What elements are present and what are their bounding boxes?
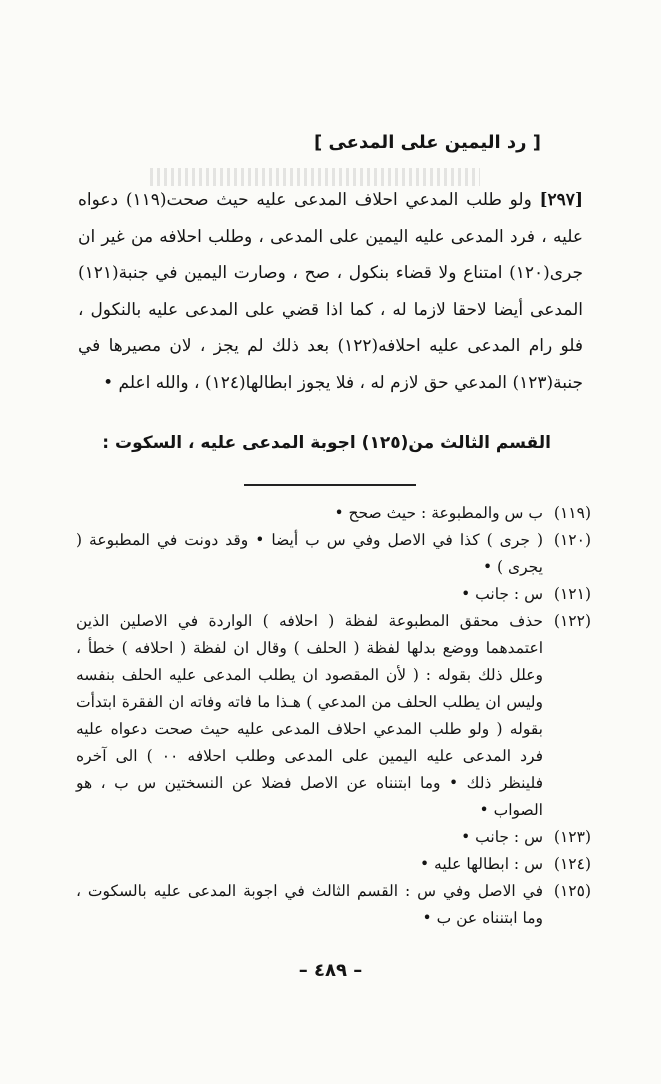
footnote (76, 878, 591, 932)
paragraph-number: [٢٩٧] (539, 190, 583, 210)
footnote-number: (١٢٥) (553, 882, 591, 900)
footnote-text: ( جرى ) كذا في الاصل وفي س ب أيضا • وقد دونت في المطبوعة ( يجرى ) • (76, 531, 543, 576)
footnotes (76, 500, 591, 932)
section-heading: القسم الثالث من(١٢٥) اجوبة المدعى عليه ، السكوت : (102, 433, 551, 453)
footnote-number: (١٢٢) (553, 612, 591, 630)
footnote-separator (244, 484, 416, 486)
footnote-text: س : جانب • (461, 828, 543, 846)
footnote-number: (١١٩) (553, 504, 591, 522)
footnote (76, 527, 591, 581)
footnote (76, 581, 591, 608)
footnote-text: س : جانب • (461, 585, 543, 603)
footnote-number: (١٢٣) (553, 828, 591, 846)
footnote-number: (١٢١) (553, 585, 591, 603)
footnote-number: (١٢٤) (553, 855, 591, 873)
paragraph-text: ولو طلب المدعي احلاف المدعى عليه حيث صحت(١١٩) دعواه عليه ، فرد المدعى عليه اليمين على المدعى ، وطلب احلافه من غير ان جرى(١٢٠) امتناع ولا قضاء بنكول ، صح ، وصارت اليمين في جنبة(١٢١) المدعى أيضا لاحقا لازما له ، كما اذا قضي على المدعى عليه بالنكول ، فلو رام المدعى عليه احلافه(١٢٢) بعد ذلك لم يجز ، لان مصيرها في جنبة(١٢٣) المدعي حق لازم له ، فلا يجوز ابطالها(١٢٤) ، والله اعلم • (78, 190, 584, 393)
footnote (76, 608, 591, 824)
footnote-text: ب س والمطبوعة : حيث صحح • (334, 504, 543, 522)
main-paragraph (78, 182, 583, 401)
page-number: – ٤٨٩ – (298, 960, 363, 981)
footnote-number: (١٢٠) (553, 531, 591, 549)
footnote-text: في الاصل وفي س : القسم الثالث في اجوبة المدعى عليه بالسكوت ، وما ابتنناه عن ب • (76, 882, 543, 927)
footnote (76, 824, 591, 851)
footnote (76, 851, 591, 878)
footnote-text: س : ابطالها عليه • (419, 855, 543, 873)
footnote-text: حذف محقق المطبوعة لفظة ( احلافه ) الواردة في الاصلين الذين اعتمدهما ووضع بدلها لفظة ( الحلف ) وقال ان لفظة ( احلافه ) خطأ ، وعلل ذلك بقوله : ( لأن المقصود ان يطلب المدعى عليه الحلف بنفسه وليس ان يطلب الحلف من المدعي ) هـذا ما فاته وفاته ان الفقرة ابتدأت بقوله ( ولو طلب المدعي احلاف المدعى عليه حيث صحت دعواه عليه فرد المدعى عليه اليمين على المدعى وطلب احلافه ٠٠ ) الى آخره فلينظر ذلك • وما ابتنناه عن الاصل فضلا عن النسختين س ب ، هو الصواب • (76, 612, 543, 819)
footnote (76, 500, 591, 527)
section-title: [ رد اليمين على المدعى ] (313, 132, 541, 153)
